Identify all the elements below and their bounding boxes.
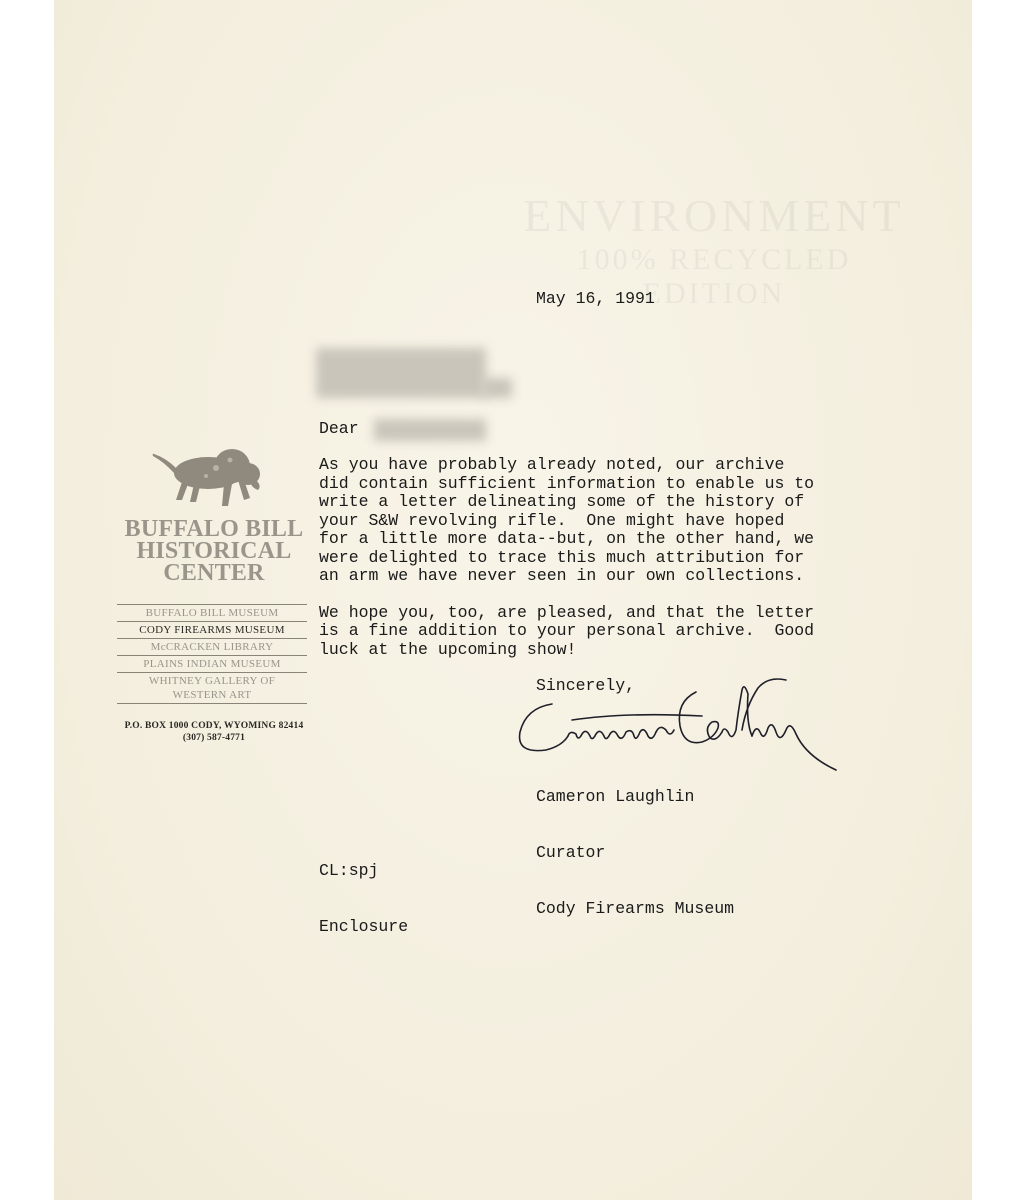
signer-block: [536, 751, 734, 956]
org-name-line: BUFFALO BILL: [124, 516, 304, 542]
signer-org: Cody Firearms Museum: [536, 899, 735, 918]
redacted-recipient: [316, 348, 486, 398]
enclosure-note: Enclosure: [319, 917, 409, 936]
salutation-text: Dear: [319, 419, 359, 438]
redacted-recipient: [482, 378, 512, 398]
paper-watermark: [434, 190, 972, 312]
letter-body: [319, 456, 899, 659]
phone-line: (307) 587-4771: [182, 733, 246, 743]
watermark-line: [434, 277, 972, 312]
museum-item: WHITNEY GALLERY OF WESTERN ART: [117, 673, 307, 704]
watermark-line: [434, 190, 972, 243]
address-line: P.O. BOX 1000 CODY, WYOMING 82414: [124, 721, 304, 731]
letterhead-address: [114, 720, 314, 744]
museum-item: PLAINS INDIAN MUSEUM: [117, 656, 307, 673]
letterhead-logo: [114, 440, 314, 744]
letter-page: [54, 0, 972, 1200]
org-name-line: HISTORICAL: [136, 538, 292, 564]
redacted-name: [374, 419, 486, 441]
org-name: [114, 518, 314, 584]
closing: Sincerely,: [536, 676, 636, 695]
museum-list: [117, 604, 307, 704]
signer-title: Curator: [536, 843, 606, 862]
reference-block: [319, 825, 408, 974]
museum-item: McCRACKEN LIBRARY: [117, 639, 307, 656]
body-paragraph: We hope you, too, are pleased, and that the letter is a fine addition to your personal archive. Good luck at the upcoming show!: [319, 602, 815, 659]
bison-icon: [146, 440, 276, 510]
museum-item-highlighted: CODY FIREARMS MUSEUM: [117, 622, 307, 639]
letter-date: May 16, 1991: [536, 289, 655, 308]
salutation: [319, 420, 359, 439]
signer-name: Cameron Laughlin: [536, 787, 695, 806]
museum-item: BUFFALO BILL MUSEUM: [117, 605, 307, 622]
reference-initials: CL:spj: [319, 861, 379, 880]
body-paragraph: As you have probably already noted, our archive did contain sufficient information to enable us to write a letter delineating some of the history of your S&W revolving rifle. One might have hoped for a little more data--but, on the other hand, we were delighted to trace this much attribution for an arm we have never seen in our own collections.: [319, 455, 815, 585]
org-name-line: CENTER: [163, 560, 265, 586]
watermark-line: [434, 243, 972, 278]
